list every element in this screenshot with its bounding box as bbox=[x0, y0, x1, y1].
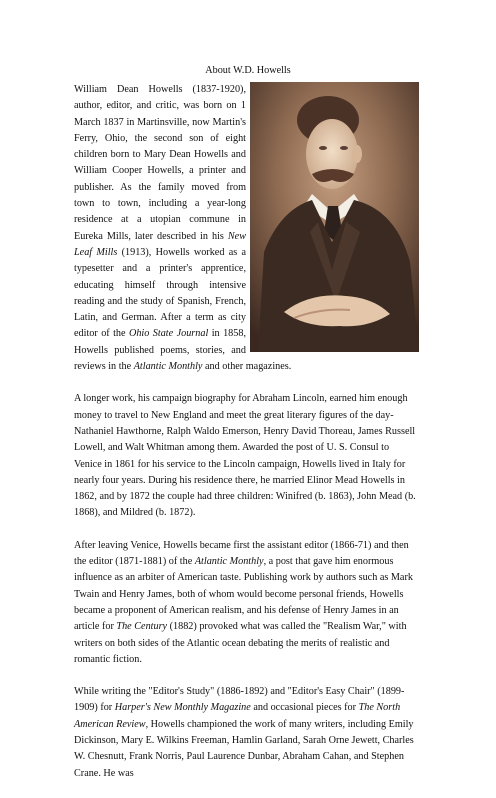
p1-italic-ohio-state-journal: Ohio State Journal bbox=[128, 328, 209, 340]
paragraph-lincoln-venice: A longer work, his campaign biography for Abraham Lincoln, earned him enough money to travel to New England and meet the great literary figures of the day-Nathaniel Hawthorne, Ralph Waldo Emerson, Henry David Thoreau, James Russell Lowell, and Walt Whitman among them. Awarded the post of U. S. Consul to Venice in 1861 for his service to the Lincoln campaign, Howells lived in Italy for nearly four years. During his residence there, he married Elinor Mead Howells in 1862, and by 1872 the couple had three children: Winifred (b. 1863), John Mead (b. 1868), and Mildred (b. 1872). bbox=[74, 393, 416, 519]
p1-italic-new-leaf-mills: New Leaf Mills bbox=[74, 230, 246, 258]
p3-text-2: , a post that gave him enormous influence as an arbiter of American taste. Publishing work by authors such as Mark Twain and Henry James, both of whom would become personal friends, Howells became a proponent of American realism, and his defense of Henry James in an article for bbox=[74, 556, 413, 633]
article-body bbox=[74, 82, 419, 798]
p4-text-2: and occasional pieces for bbox=[250, 702, 359, 714]
p3-text-1: After leaving Venice, Howells became first the assistant editor (1866-71) and then the editor (1871-1881) of the bbox=[74, 539, 409, 568]
author-portrait-photo bbox=[250, 82, 419, 352]
portrait-illustration bbox=[250, 82, 419, 352]
p4-text-1: While writing the "Editor's Study" (1886-1892) and "Editor's Easy Chair" (1899-1909) for bbox=[74, 686, 405, 714]
p1-text-3: in 1858, Howells published poems, stories, and reviews in the bbox=[74, 328, 246, 373]
p1-text-4: and other magazines. bbox=[202, 361, 292, 373]
p3-italic-the-century: The Century bbox=[116, 621, 168, 633]
p1-text-1: William Dean Howells (1837-1920), author, editor, and critic, was born on 1 March 1837 in Martinsville, now Martin's Ferry, Ohio, the second son of eight children born to Mary Dean Howells and William Cooper Howells, a printer and publisher. As the family moved from town to town, including a year-long residence at a utopian commune in Eureka Mills, later described in his bbox=[74, 84, 246, 242]
p4-italic-north-american-review: The North American Review bbox=[74, 702, 401, 730]
p1-text-2: (1913), Howells worked as a typesetter and a printer's apprentice, educating himself through intensive reading and the study of Spanish, French, Latin, and German. After a term as city editor of the bbox=[74, 246, 246, 340]
p3-italic-atlantic-monthly: Atlantic Monthly bbox=[194, 556, 264, 568]
p4-italic-harpers: Harper's New Monthly Magazine bbox=[114, 702, 251, 714]
p1-italic-atlantic-monthly: Atlantic Monthly bbox=[133, 361, 203, 373]
page-title: About W.D. Howells bbox=[205, 65, 291, 76]
p3-text-3: (1882) provoked what was called the "Realism War," with writers on both sides of the Atlantic ocean debating the merits of realistic and romantic fiction. bbox=[74, 621, 407, 665]
paragraph-harpers bbox=[74, 684, 419, 782]
paragraph-atlantic-editor bbox=[74, 538, 419, 668]
p4-text-3: , Howells championed the work of many writers, including Emily Dickinson, Mary E. Wilkins Freeman, Hamlin Garland, Sarah Orne Jewett, Charles W. Chesnutt, Frank Norris, Paul Laurence Dunbar, Abraham Cahan, and Stephen Crane. He was bbox=[74, 718, 414, 779]
